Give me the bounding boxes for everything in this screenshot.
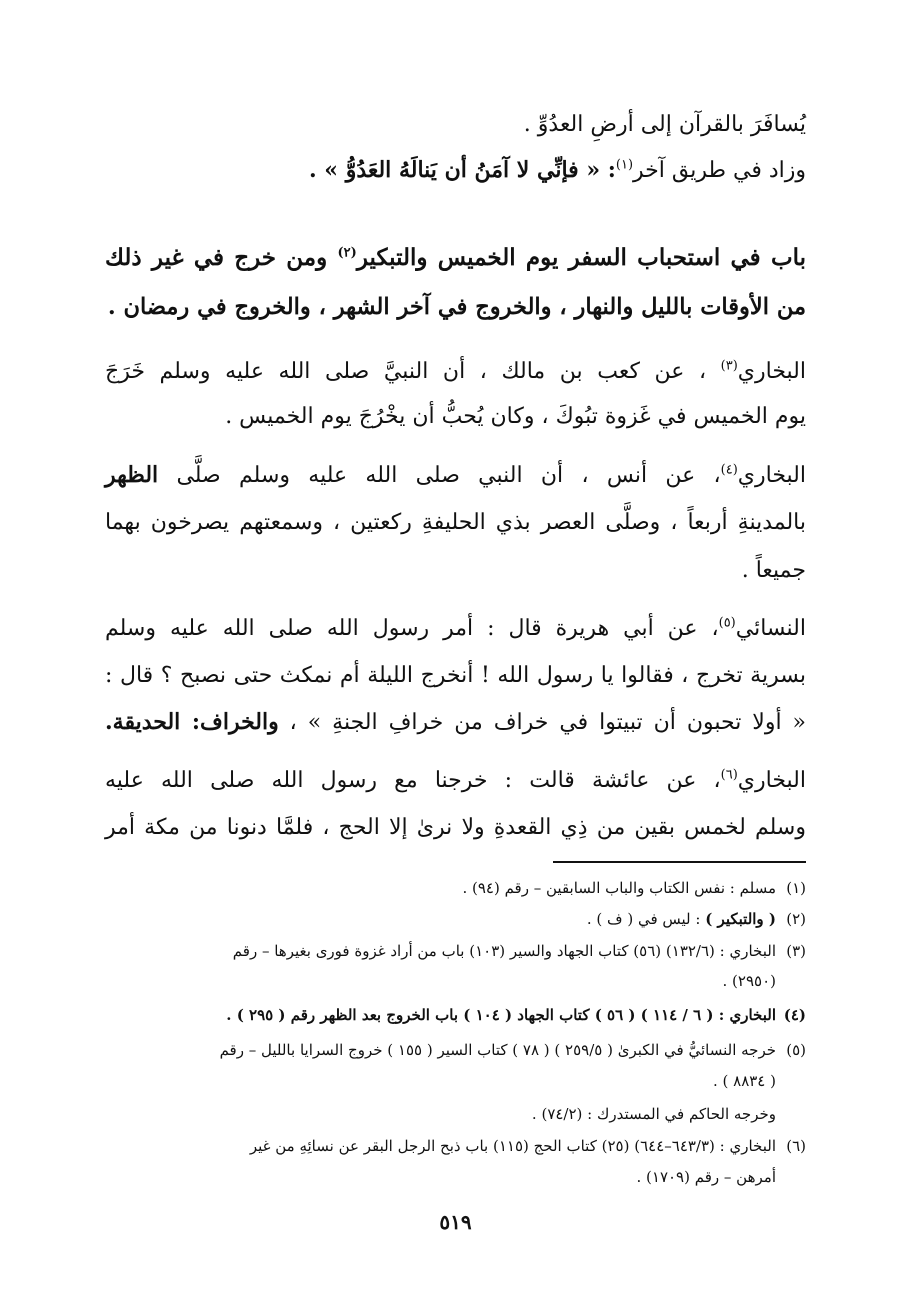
footnote: (٦)البخاري : (٦٤٣/٣–٦٤٤) (٢٥) كتاب الحج (١١٥) باب ذبح الرجل البقر عن نسائِهِ من غير [249,1137,806,1155]
hadith-paragraph: البخاري$^{(٤)}$، عن أنس ، أن النبي صلى الله عليه وسلم صلَّى الظهر [105,462,806,488]
text-line: يُسافَرَ بالقرآن إلى أرضِ العدُوِّ . [523,112,806,137]
hadith-paragraph: النسائي$^{(٥)}$، عن أبي هريرة قال : أمر رسول الله صلى الله عليه وسلم [105,615,806,641]
footnote: (٥)خرجه النسائيُّ في الكبرىٰ ( ٢٥٩/٥ ) ( ٧٨ ) كتاب السير ( ١٥٥ ) خروج السرايا بالليل – رقم [219,1041,806,1059]
footnote-continuation: وخرجه الحاكم في المستدرك : (٧٤/٢) . [531,1105,776,1123]
text-line: بالمدينةِ أربعاً ، وصلَّى العصر بذي الحليفةِ ركعتين ، وسمعتهم يصرخون بهما [105,510,806,535]
footnote-marker: (٦) [720,767,738,783]
text-line: وزاد في طريق آخر$^{(١)}$: « فإنِّي لا آمَنُ أن يَنالَهُ العَدُوُّ » . [308,157,806,183]
text-line: جميعاً . [741,558,806,583]
footnote-marker: (٣) [720,358,738,374]
footnote-continuation: ( ٨٨٣٤ ) . [712,1072,776,1090]
text-line: يوم الخميس في غَزوة تبُوكَ ، وكان يُحبُّ أن يخْرُجَ يوم الخميس . [225,404,806,429]
footnote-separator [553,861,806,863]
chapter-heading: باب في استحباب السفر يوم الخميس والتبكير$^{(٢)}$ ومن خرج في غير ذلك [105,244,807,271]
page-number: ٥١٩ [439,1210,472,1234]
footnote-marker: (٢) [337,245,357,261]
footnote-continuation: (٢٩٥٠) . [722,972,776,990]
footnote: (٤)البخاري : ( ٦ / ١١٤ ) ( ٥٦ ) كتاب الجهاد ( ١٠٤ ) باب الخروج بعد الظهر رقم ( ٢٩٥ ) . [226,1006,806,1024]
hadith-paragraph: البخاري$^{(٦)}$، عن عائشة قالت : خرجنا مع رسول الله صلى الله عليه [105,767,806,793]
text-line: « أولا تحبون أن تبيتوا في خراف من خرافِ الجنةِ » ، والخراف: الحديقة. [105,709,806,735]
footnote: (٢)( والتبكير ) : ليس في ( ف ) . [586,910,806,928]
footnote: (١)مسلم : نفس الكتاب والباب السابقين – رقم (٩٤) . [462,879,806,897]
footnote-marker: (٤) [720,462,738,478]
text-line: وسلم لخمس بقين من ذِي القعدةِ ولا نرىٰ إلا الحج ، فلمَّا دنونا من مكة أمر [105,815,806,840]
footnote-continuation: أمرهن – رقم (١٧٠٩) . [636,1168,776,1186]
text-line: بسرية تخرج ، فقالوا يا رسول الله ! أنخرج الليلة أم نمكث حتى نصبح ؟ قال : [105,663,806,688]
footnote: (٣)البخاري : (١٣٢/٦) (٥٦) كتاب الجهاد والسير (١٠٣) باب من أراد غزوة فورى بغيرها – رقم [232,942,806,960]
book-page [105,0,806,1312]
footnote-marker: (١) [615,157,634,173]
chapter-heading: من الأوقات بالليل والنهار ، والخروج في آخر الشهر ، والخروج في رمضان . [107,294,806,320]
hadith-paragraph: البخاري$^{(٣)}$ ، عن كعب بن مالك ، أن النبيَّ صلى الله عليه وسلم خَرَجَ [105,358,806,384]
footnote-marker: (٥) [718,615,736,631]
